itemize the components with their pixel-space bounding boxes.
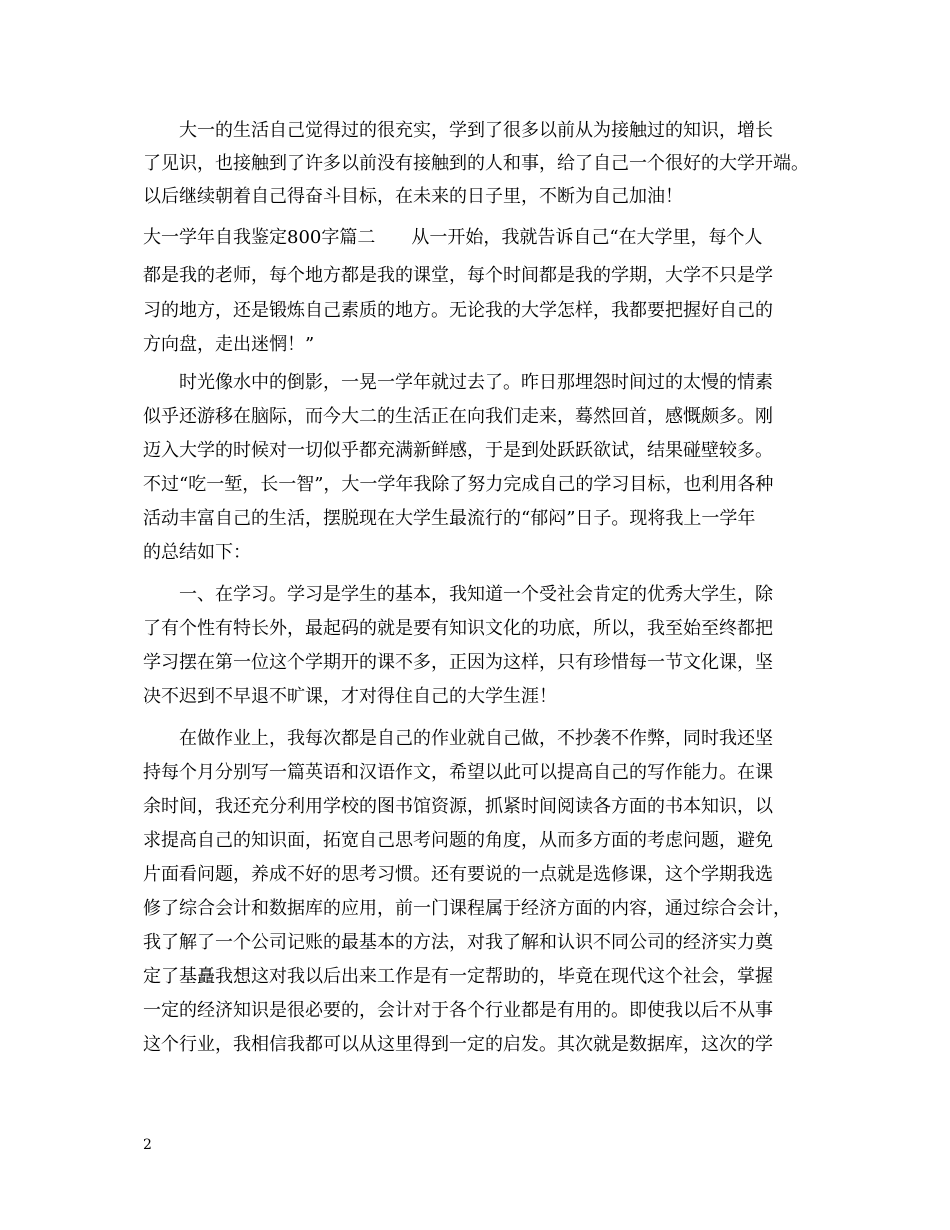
text-line: 学习摆在第一位这个学期开的课不多，正因为这样，只有珍惜每一节文化课，坚 [143,652,773,673]
text-line: 修了综合会计和数据库的应用，前一门课程属于经济方面的内容，通过综合会计， [143,898,791,919]
text-line: 持每个月分别写一篇英语和汉语作文，希望以此可以提高自己的写作能力。在课 [143,762,773,783]
text-line: 方向盘，走出迷惘！” [143,334,315,355]
text-line: 时光像水中的倒影，一晃一学年就过去了。昨日那埋怨时间过的太慢的情素 [179,372,773,393]
text-line: 了见识，也接触到了许多以前没有接触到的人和事，给了自己一个很好的大学开端。 [143,153,809,174]
text-line: 以后继续朝着自己得奋斗目标，在未来的日子里，不断为自己加油！ [143,186,683,207]
text-line: 求提高自己的知识面，拓宽自己思考问题的角度，从而多方面的考虑问题，避免 [143,830,773,851]
text-line: 活动丰富自己的生活，摆脱现在大学生最流行的“郁闷”日子。现将我上一学年 [143,508,756,529]
page-number: 2 [143,1137,152,1153]
text-line: 这个行业，我相信我都可以从这里得到一定的启发。其次就是数据库，这次的学 [143,1034,773,1055]
text-line: 大一的生活自己觉得过的很充实，学到了很多以前从为接触过的知识，增长 [179,120,773,141]
text-line: 余时间，我还充分利用学校的图书馆资源，抓紧时间阅读各方面的书本知识，以 [143,796,773,817]
text-line: 我了解了一个公司记账的最基本的方法，对我了解和认识不同公司的经济实力奠 [143,932,773,953]
text-line: 都是我的老师，每个地方都是我的课堂，每个时间都是我的学期，大学不只是学 [143,265,773,286]
text-line: 不过“吃一堑，长一智”，大一学年我除了努力完成自己的学习目标，也利用各种 [143,474,774,495]
text-line: 了有个性有特长外，最起码的就是要有知识文化的功底，所以，我至始至终都把 [143,618,773,639]
text-line: 习的地方，还是锻炼自己素质的地方。无论我的大学怎样，我都要把握好自己的 [143,300,773,321]
text-line: 定了基矗我想这对我以后出来工作是有一定帮助的，毕竟在现代这个社会，掌握 [143,966,773,987]
text-line: 迈入大学的时候对一切似乎都充满新鲜感，于是到处跃跃欲试，结果碰壁较多。 [143,440,773,461]
text-line: 一、在学习。学习是学生的基本，我知道一个受社会肯定的优秀大学生，除 [179,584,773,605]
text-line: 的总结如下： [143,542,251,563]
text-line: 似乎还游移在脑际，而今大二的生活正在向我们走来，蓦然回首，感慨颇多。刚 [143,406,773,427]
text-line: 在做作业上，我每次都是自己的作业就自己做，不抄袭不作弊，同时我还坚 [179,728,773,749]
text-line: 决不迟到不早退不旷课，才对得住自己的大学生涯！ [143,686,557,707]
text-line: 一定的经济知识是很必要的，会计对于各个行业都是有用的。即使我以后不从事 [143,1000,773,1021]
text-line: 大一学年自我鉴定800字篇二 从一开始，我就告诉自己“在大学里，每个人 [143,227,763,248]
text-line: 片面看问题，养成不好的思考习惯。还有要说的一点就是选修课，这个学期我选 [143,864,773,885]
